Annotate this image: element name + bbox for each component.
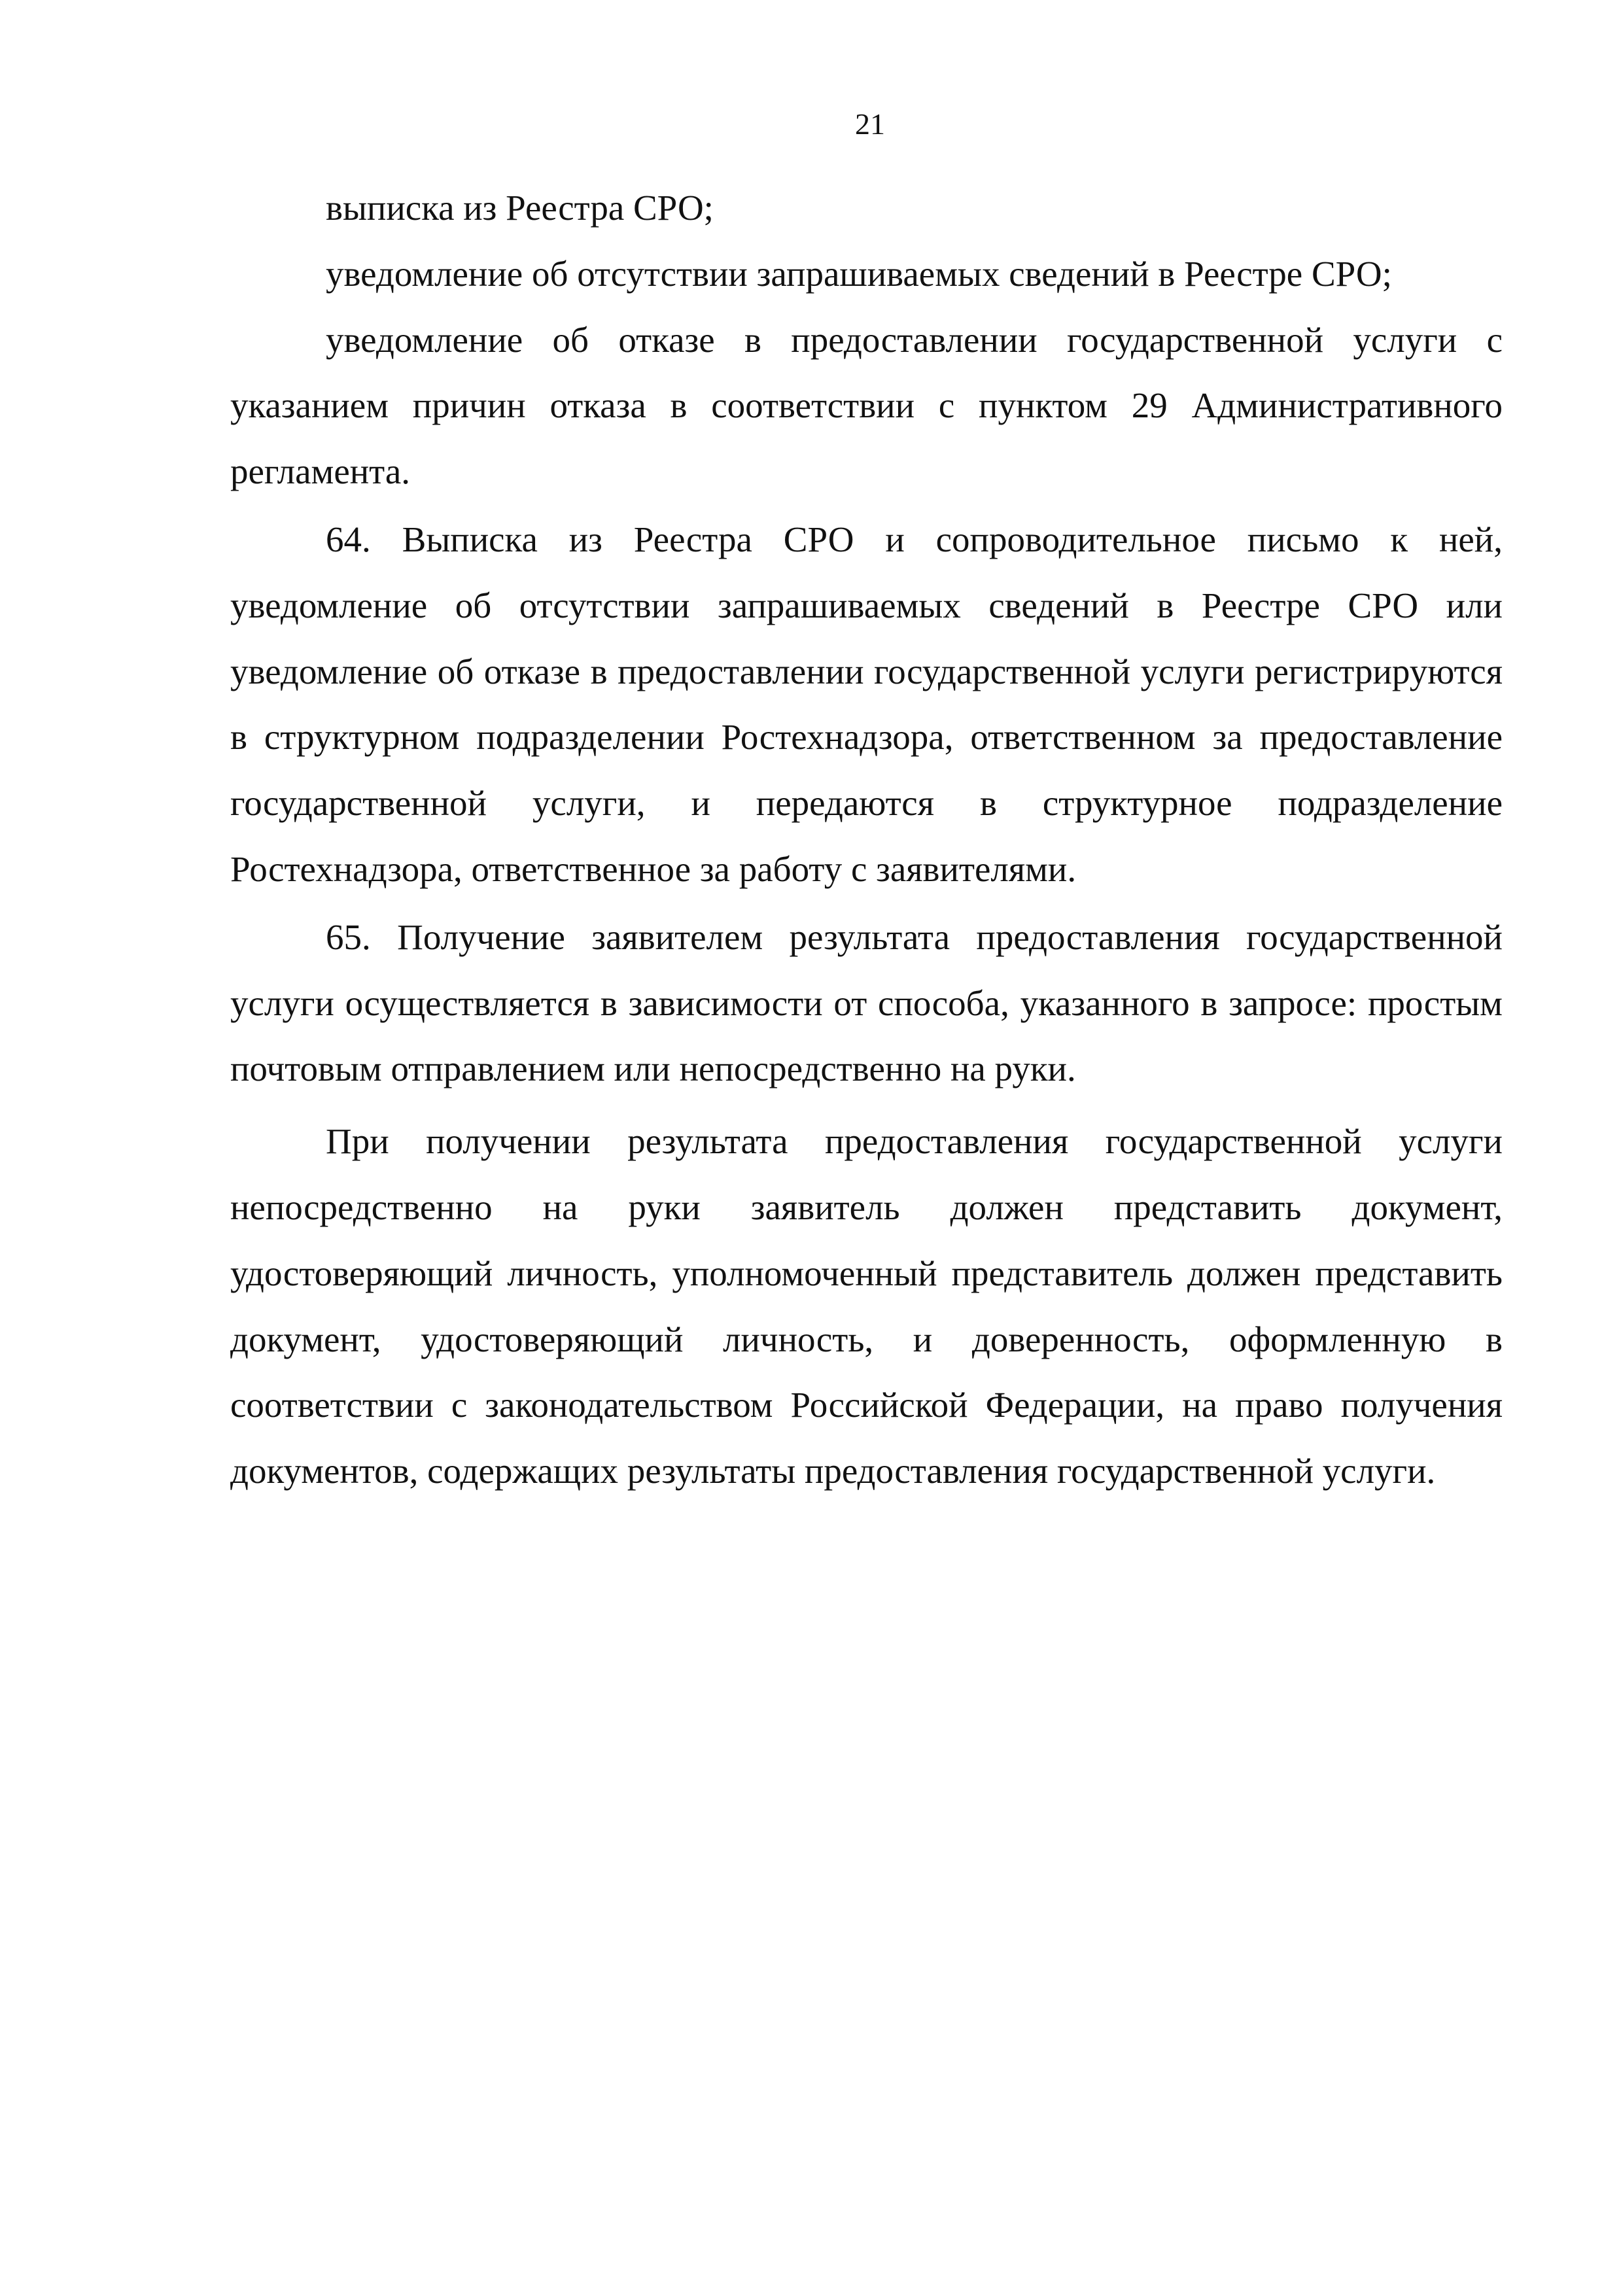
list-item-extract: выписка из Реестра СРО;: [326, 188, 714, 228]
list-item-refusal-notice: уведомление об отказе в предоставлении государственной услуги с указанием причин отказа в соответствии с пунктом 29 Административного регламента.: [230, 319, 1503, 492]
list-item-absence-notice: уведомление об отсутствии запрашиваемых сведений в Реестре СРО;: [326, 253, 1392, 294]
paragraph-receipt-in-person: При получении результата предоставления государственной услуги непосредственно на руки заявитель должен представить документ, удостоверяющий личность, уполномоченный представитель должен представить документ, удостоверяющий личность, и доверенность, оформленную в соответствии с законодательством Российской Федерации, на право получения документов, содержащих результаты предоставления государственной услуги.: [230, 1121, 1503, 1491]
page-number: 21: [855, 107, 885, 141]
paragraph-64: 64. Выписка из Реестра СРО и сопроводительное письмо к ней, уведомление об отсутствии запрашиваемых сведений в Реестре СРО или уведомление об отказе в предоставлении государственной услуги регистрируются в структурном подразделении Ростехнадзора, ответственном за предоставление государственной услуги, и передаются в структурное подразделение Ростехнадзора, ответственное за работу с заявителями.: [230, 519, 1503, 889]
paragraph-65: 65. Получение заявителем результата предоставления государственной услуги осуществляется в зависимости от способа, указанного в запросе: простым почтовым отправлением или непосредственно на руки.: [230, 916, 1503, 1089]
document-body: [230, 175, 1503, 1505]
